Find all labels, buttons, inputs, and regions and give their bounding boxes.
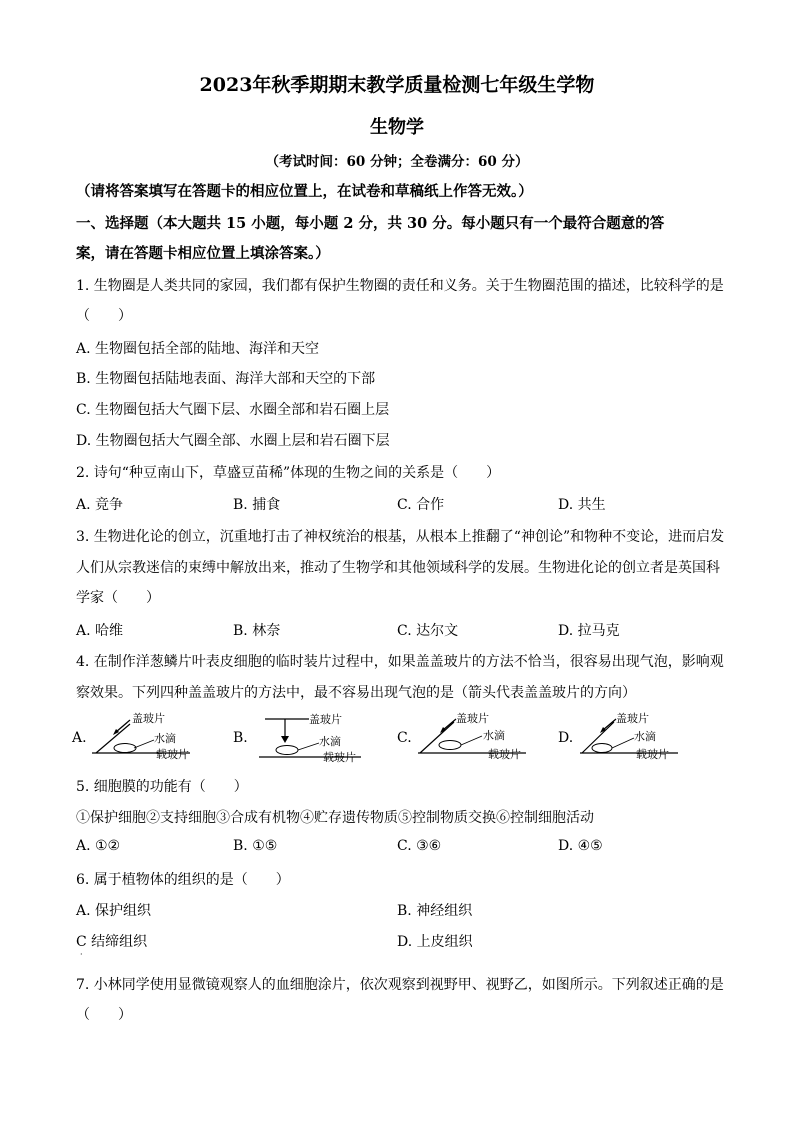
q2-option-b: B. 捕食 bbox=[233, 497, 281, 513]
q4-stem-line-1: 4. 在制作洋葱鳞片叶表皮细胞的临时装片过程中，如果盖盖玻片的方法不恰当，很容易出现气泡，影响观 bbox=[76, 654, 724, 670]
q4-diagram-d bbox=[578, 710, 698, 766]
q3-stem-line-2: 人们从宗教迷信的束缚中解放出来，推动了生物学和其他领域科学的发展。生物进化论的创立者是英国科 bbox=[76, 560, 720, 576]
subject-title: 生物学 bbox=[370, 117, 424, 138]
q7-stem-line-2: （ ） bbox=[76, 1007, 132, 1023]
q2-option-c: C. 合作 bbox=[397, 497, 445, 513]
q4-option-b-letter: B. bbox=[233, 730, 248, 746]
q4-a-slide-label: 载玻片 bbox=[156, 748, 189, 761]
q4-option-c-letter: C. bbox=[397, 730, 412, 746]
q4-d-slide-label: 载玻片 bbox=[636, 748, 669, 761]
q1-stem-line-1: 1. 生物圈是人类共同的家园，我们都有保护生物圈的责任和义务。关于生物圈范围的描述，比较科学的是 bbox=[76, 278, 724, 294]
q3-option-b: B. 林奈 bbox=[233, 623, 281, 639]
q5-stem: 5. 细胞膜的功能有（ ） bbox=[76, 779, 248, 795]
q2-option-a: A. 竞争 bbox=[76, 497, 124, 513]
q3-option-d: D. 拉马克 bbox=[558, 623, 620, 639]
q6-option-d: D. 上皮组织 bbox=[397, 934, 473, 950]
q7-stem-line-1: 7. 小林同学使用显微镜观察人的血细胞涂片，依次观察到视野甲、视野乙，如图所示。下列叙述正确的是 bbox=[76, 977, 724, 993]
exam-title: 2023年秋季期期末教学质量检测七年级生学物 bbox=[199, 74, 595, 96]
q5-option-d: D. ④⑤ bbox=[558, 838, 603, 854]
q6-option-b: B. 神经组织 bbox=[397, 903, 473, 919]
q3-stem-line-1: 3. 生物进化论的创立，沉重地打击了神权统治的根基，从根本上推翻了“神创论”和物种不变论，进而启发 bbox=[76, 529, 725, 545]
q4-a-water-label: 水滴 bbox=[154, 732, 176, 745]
q2-stem: 2. 诗句“种豆南山下，草盛豆苗稀”体现的生物之间的关系是（ ） bbox=[76, 465, 501, 481]
q4-stem-line-2: 察效果。下列四种盖盖玻片的方法中，最不容易出现气泡的是（箭头代表盖盖玻片的方向） bbox=[76, 685, 636, 701]
stray-dot: · bbox=[80, 950, 83, 959]
q4-c-slide-label: 载玻片 bbox=[488, 748, 521, 761]
q5-option-c: C. ③⑥ bbox=[397, 838, 442, 854]
q4-b-cover-label: 盖玻片 bbox=[309, 713, 342, 726]
q5-items: ①保护细胞②支持细胞③合成有机物④贮存遗传物质⑤控制物质交换⑥控制细胞活动 bbox=[76, 810, 594, 826]
q1-option-b: B. 生物圈包括陆地表面、海洋大部和天空的下部 bbox=[76, 371, 376, 387]
q2-option-d: D. 共生 bbox=[558, 497, 606, 513]
q4-diagram-b bbox=[255, 710, 375, 766]
q4-diagram-c bbox=[416, 710, 546, 766]
q5-option-b: B. ①⑤ bbox=[233, 838, 278, 854]
q4-b-slide-label: 载玻片 bbox=[323, 751, 356, 764]
q4-a-cover-label: 盖玻片 bbox=[132, 712, 165, 725]
q1-option-a: A. 生物圈包括全部的陆地、海洋和天空 bbox=[76, 341, 320, 357]
exam-info: （考试时间：60 分钟；全卷满分：60 分） bbox=[265, 154, 529, 170]
section-heading-line-2: 案，请在答题卡相应位置上填涂答案。） bbox=[76, 245, 330, 262]
answer-instruction: （请将答案填写在答题卡的相应位置上，在试卷和草稿纸上作答无效。） bbox=[76, 183, 533, 200]
q3-option-a: A. 哈维 bbox=[76, 623, 124, 639]
q6-option-c: C 结缔组织 bbox=[76, 934, 148, 950]
q4-option-d-letter: D. bbox=[558, 730, 574, 746]
q3-option-c: C. 达尔文 bbox=[397, 623, 459, 639]
q4-c-cover-label: 盖玻片 bbox=[456, 712, 489, 725]
q1-option-c: C. 生物圈包括大气圈下层、水圈全部和岩石圈上层 bbox=[76, 402, 390, 418]
q4-c-water-label: 水滴 bbox=[483, 729, 505, 742]
q1-stem-line-2: （ ） bbox=[76, 308, 132, 324]
q4-diagram-a bbox=[90, 710, 200, 766]
q5-option-a: A. ①② bbox=[76, 838, 121, 854]
q6-stem: 6. 属于植物体的组织的是（ ） bbox=[76, 872, 290, 888]
q4-d-water-label: 水滴 bbox=[634, 730, 656, 743]
q4-d-cover-label: 盖玻片 bbox=[616, 712, 649, 725]
q6-option-a: A. 保护组织 bbox=[76, 903, 152, 919]
q4-option-a-letter: A. bbox=[72, 730, 87, 746]
q4-b-water-label: 水滴 bbox=[319, 735, 341, 748]
section-heading-line-1: 一、选择题（本大题共 15 小题，每小题 2 分，共 30 分。每小题只有一个最符合题意的答 bbox=[76, 215, 665, 232]
q1-option-d: D. 生物圈包括大气圈全部、水圈上层和岩石圈下层 bbox=[76, 433, 390, 449]
q3-stem-line-3: 学家（ ） bbox=[76, 590, 160, 606]
